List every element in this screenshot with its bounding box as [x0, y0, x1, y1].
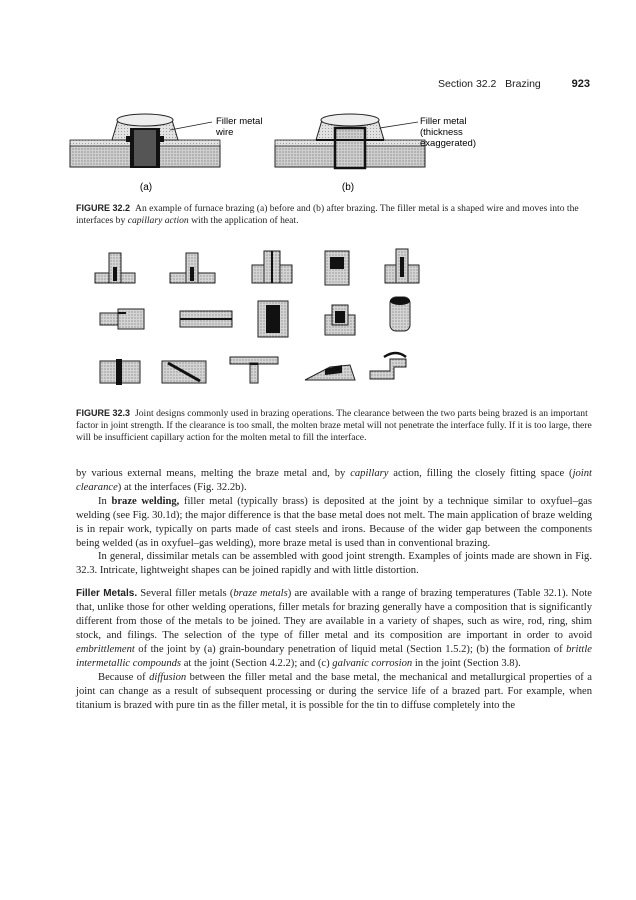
- figure-a-assembly: [70, 114, 220, 168]
- caption-label: FIGURE 32.2: [76, 203, 131, 213]
- caption-label: FIGURE 32.3: [76, 408, 131, 418]
- callout-filler-wire: Filler metal wire: [216, 116, 263, 138]
- header-section: Section 32.2 Brazing: [438, 78, 541, 90]
- callout-filler-thickness: Filler metal (thickness exaggerated): [420, 116, 476, 149]
- figure-32-3-caption: FIGURE 32.3 Joint designs commonly used in brazing operations. The clearance between the two parts being brazed is an important factor in joint strength. If the clearance is too small, the molten braze metal will not penetrate the interface fully. If it is too large, there will be insufficient capillary action for the molten metal to fill the interface.: [76, 408, 592, 444]
- joint-design-13: [230, 357, 278, 383]
- paragraph-filler-metals: Filler Metals. Several filler metals (braze metals) are available with a range of brazing temperatures (Table 32.1). Note that, unlike those for other welding operations, filler metals for brazing generally have a composition that is significantly different from those of the metals to be joined. They are available in a variety of shapes, such as wire, rod, ring, shim stock, and filings. The selection of the type of filler metal and its composition are important in order to avoid embrittlement of the joint by (a) grain-boundary penetration of liquid metal (Section 1.5.2); (b) the formation of brittle intermetallic compounds at the joint (Section 4.2.2); and (c) galvanic corrosion in the joint (Section 3.8).: [76, 588, 592, 669]
- figure-32-2-caption: FIGURE 32.2 An example of furnace brazing (a) before and (b) after brazing. The filler metal is a shaped wire and moves into the interfaces by capillary action with the application of heat.: [76, 203, 579, 227]
- joint-design-6: [100, 309, 144, 329]
- label-b: (b): [341, 182, 355, 193]
- label-a: (a): [139, 182, 153, 193]
- joint-design-9: [325, 305, 355, 335]
- figure-b-assembly: [275, 114, 425, 168]
- section-heading-filler-metals: Filler Metals.: [76, 588, 138, 600]
- body-text: [76, 467, 592, 712]
- paragraph-5: Because of diffusion between the filler metal and the base metal, the mechanical and metallurgical properties of a joint can change as a result of subsequent processing or during the service life of a brazed part. For example, when titanium is brazed with pure tin as the filler metal, it is possible for the tin to diffuse completely into the: [76, 671, 592, 711]
- callout-line-a: [170, 122, 212, 130]
- joint-design-3: [252, 251, 292, 283]
- joint-design-12: [162, 361, 206, 383]
- joint-design-7: [180, 311, 232, 327]
- figure-32-2-illustration: [60, 100, 580, 195]
- joint-design-2: [170, 253, 215, 283]
- joint-design-8: [258, 301, 288, 337]
- paragraph-1: by various external means, melting the braze metal and, by capillary action, filling the closely fitting space (joint clearance) at the interfaces (Fig. 32.2b).: [76, 468, 592, 493]
- joint-design-1: [95, 253, 135, 283]
- joint-design-14: [305, 365, 355, 380]
- running-header: [438, 78, 590, 92]
- joint-design-11: [100, 359, 140, 385]
- joint-design-5: [385, 249, 419, 283]
- callout-line-b: [380, 122, 418, 128]
- joint-design-10: [390, 297, 410, 331]
- figure-32-3-illustration: [80, 245, 520, 405]
- page-number: 923: [571, 78, 590, 90]
- joint-design-4: [325, 251, 349, 285]
- paragraph-2: In braze welding, filler metal (typically brass) is deposited at the joint by a technique similar to oxyfuel–gas welding (see Fig. 30.1d); the major difference is that the base metal does not melt. The main application of braze welding is in repair work, typically on parts made of cast steels and irons. Because of the wider gap between the components being welded (as in oxyfuel–gas welding), more braze metal is used than in conventional brazing.: [76, 495, 592, 549]
- joint-design-15: [370, 353, 406, 379]
- paragraph-3: In general, dissimilar metals can be assembled with good joint strength. Examples of joints made are shown in Fig. 32.3. Intricate, lightweight shapes can be joined rapidly and with little distortion.: [76, 551, 592, 577]
